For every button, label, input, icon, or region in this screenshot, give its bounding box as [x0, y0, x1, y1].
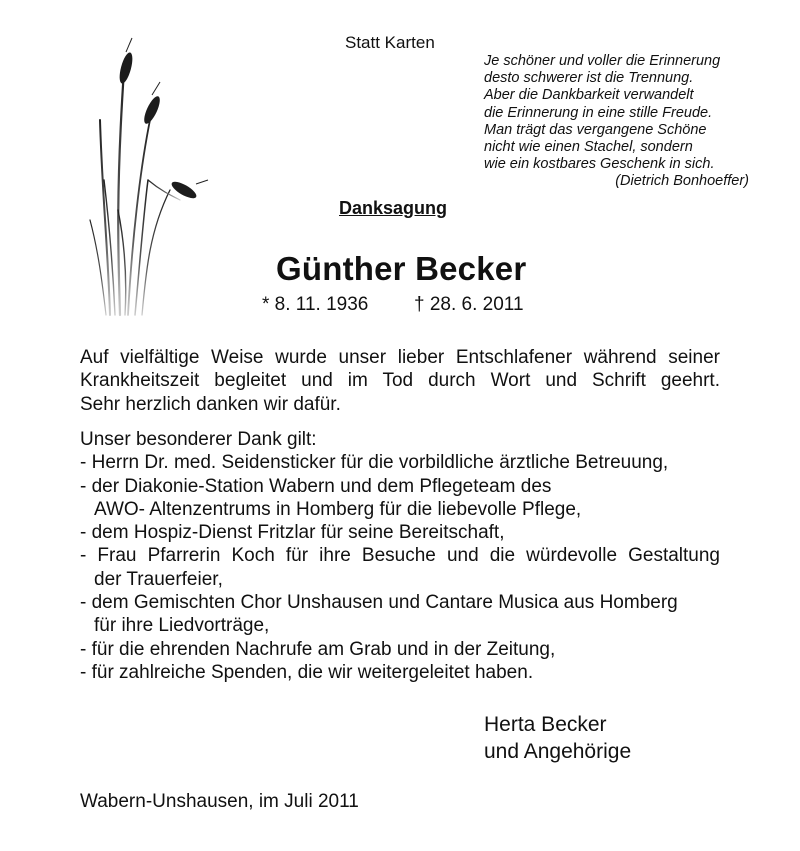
- quote-line: die Erinnerung in eine stille Freude.: [484, 104, 713, 121]
- deceased-name: Günther Becker: [276, 250, 527, 287]
- place-date: Wabern-Unshausen, im Juli 2011: [80, 791, 359, 812]
- thanks-item-continuation: AWO- Altenzentrums in Homberg für die liebevolle Pflege,: [94, 498, 582, 520]
- quote-line: wie ein kostbares Geschenk in sich.: [484, 156, 715, 173]
- quote-author: (Dietrich Bonhoeffer): [615, 173, 749, 190]
- intro-line: Krankheitszeit begleitet und im Tod durch Wort und Schrift geehrt.: [80, 370, 720, 392]
- intro-line: Sehr herzlich danken wir dafür.: [80, 393, 341, 415]
- death-date: † 28. 6. 2011: [414, 294, 524, 315]
- quote-line: Je schöner und voller die Erinnerung: [484, 53, 721, 69]
- quote-line: Aber die Dankbarkeit verwandelt: [484, 87, 694, 104]
- signature-name: Herta Becker: [484, 713, 607, 736]
- quote-line: desto schwerer ist die Trennung.: [484, 70, 694, 87]
- thanks-item-continuation: der Trauerfeier,: [94, 568, 223, 590]
- thanks-item: - Herrn Dr. med. Seidensticker für die vorbildliche ärztliche Betreuung,: [80, 452, 669, 474]
- danksagung-heading: Danksagung: [339, 198, 448, 218]
- statt-karten-label: Statt Karten: [345, 33, 435, 52]
- signature: [484, 711, 631, 765]
- bonhoeffer-quote: [484, 53, 784, 191]
- thanks-item: - dem Gemischten Chor Unshausen und Cantare Musica aus Homberg: [80, 592, 678, 614]
- thanks-list: [80, 428, 720, 684]
- thanks-lead: Unser besonderer Dank gilt:: [80, 429, 317, 450]
- thanks-item: - Frau Pfarrerin Koch für ihre Besuche und die würdevolle Gestaltung: [80, 545, 720, 567]
- thanks-item: - für zahlreiche Spenden, die wir weitergeleitet haben.: [80, 661, 534, 683]
- thanks-item: - für die ehrenden Nachrufe am Grab und in der Zeitung,: [80, 638, 556, 660]
- quote-line: Man trägt das vergangene Schöne: [484, 121, 707, 138]
- thanks-item: - der Diakonie-Station Wabern und dem Pflegeteam des: [80, 475, 552, 497]
- signature-family: und Angehörige: [484, 740, 632, 763]
- intro-paragraph: [80, 346, 720, 416]
- quote-line: nicht wie einen Stachel, sondern: [484, 139, 693, 156]
- thanks-item: - dem Hospiz-Dienst Fritzlar für seine Bereitschaft,: [80, 522, 505, 544]
- intro-line: Auf vielfältige Weise wurde unser lieber Entschlafener während seiner: [80, 347, 720, 368]
- thanks-item-continuation: für ihre Liedvorträge,: [94, 615, 270, 637]
- wheat-ears-icon: [80, 30, 230, 320]
- birth-date: * 8. 11. 1936: [262, 294, 369, 315]
